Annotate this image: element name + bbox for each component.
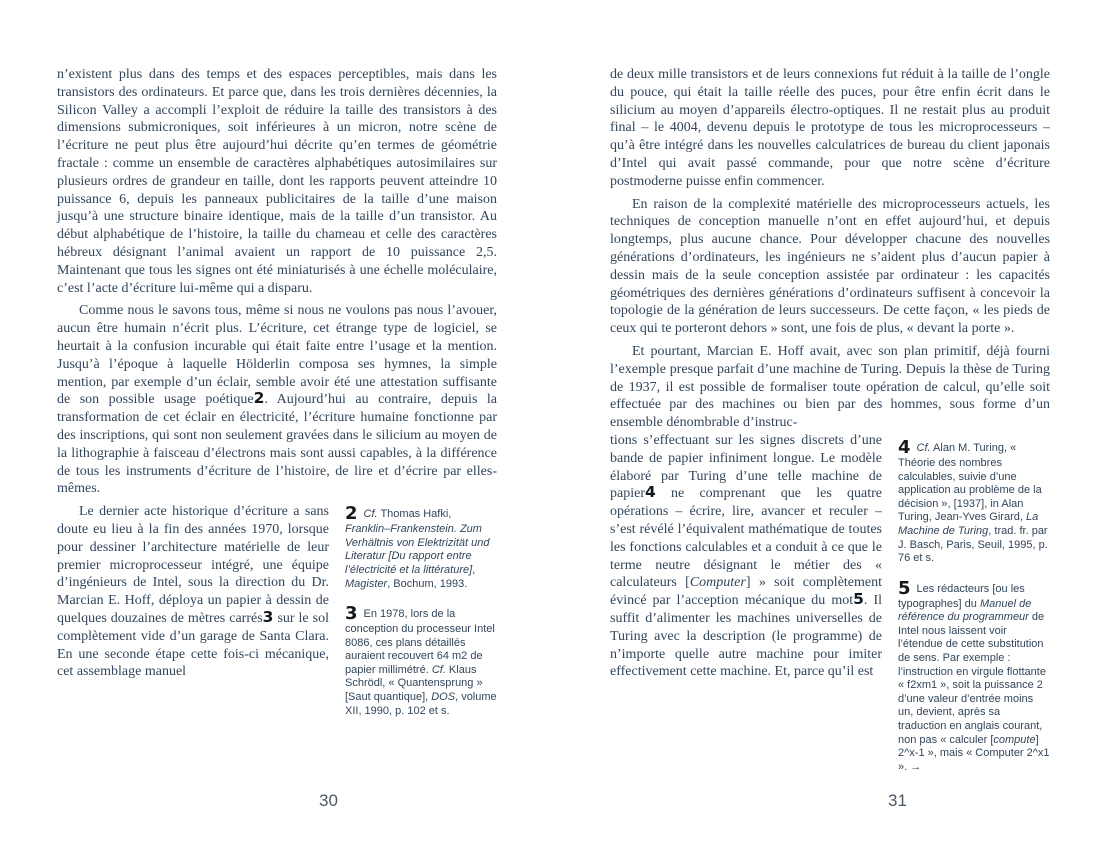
footnote-number: 4 (898, 436, 911, 458)
text-run: ] » soit complètement évincé par l’acception mécanique du mot (610, 575, 882, 609)
text-run: Alan M. Turing, « Théorie des nombres calculables, suivie d’une application au problème de la décision », [1937], in Alan Turing, Jean-Yves Girard, (898, 441, 1042, 524)
footnote-4 (898, 436, 1050, 566)
page-30-narrow-column (57, 498, 329, 681)
paragraph (610, 432, 882, 681)
page-30-footnote-column (345, 498, 497, 732)
italic-run: Computer (689, 575, 746, 591)
footnote-number: 2 (345, 503, 358, 525)
paragraph (610, 343, 1050, 432)
page-30-split-row (57, 498, 497, 732)
text-run: . Aujourd’hui au contraire, depuis la transformation de cet éclair en électricité, l’écriture humaine fonctionne par des inscriptions, qui sont non seulement gravées dans le silicium au moyen de la lithographie à faisceau d’électrons mais sont aussi capables, à la différence de tous les instruments d’écriture de l’histoire, de lire et d’écrire par elles-mêmes. (57, 392, 497, 497)
paragraph (610, 66, 1050, 191)
text-run: Thomas Hafki, (377, 508, 452, 521)
footnote-number: 5 (898, 577, 911, 599)
italic-run: compute (993, 733, 1036, 746)
footnote-2 (345, 505, 497, 591)
footnote-ref-4: 4 (644, 483, 656, 502)
italic-run: Manuel de référence du programmeur (898, 597, 1032, 624)
text-run: n’existent plus dans des temps et des espaces perceptibles, mais dans les transistors des ordinateurs. Et parce que, dans les trois dernières décennies, la Silicon Valley a accompli l’exploit de réduire la taille des transistors à des dimensions submicroniques, soit inférieures à un micron, notre scène de l’écriture ne peut plus être aujourd’hui décrite qu’en termes de géométrie fractale : comme un ensemble de caractères alphabétiques autosimilaires sur plusieurs ordres de grandeur en taille, dont les rapports peuvent atteindre 10 puissance 6, depuis les panneaux publicitaires de la taille d’une maison jusqu’à une structure binaire identique, mais de la taille d’un transistor. Au début alphabétique de l’histoire, la taille du chameau et celle des caractères hébreux désignant l’animal avaient un rapport de 10 puissance 2,5. Maintenant que tous les signes ont été miniaturisés à une échelle moléculaire, c’est l’acte d’écriture lui-même qui a disparu. (57, 67, 497, 296)
italic-run: Cf. (916, 441, 931, 454)
text-run: tions s’effectuant sur les signes discrets d’une bande de papier infiniment longue. Le modèle élaboré par Turing d’une telle machine de papier (610, 432, 882, 502)
text-run: Klaus Schrödl, « Quantensprung » [Saut quantique], (345, 663, 483, 704)
paragraph (57, 302, 497, 498)
footnote-ref-5: 5 (853, 590, 864, 609)
text-run: , (472, 563, 476, 576)
page-31-footnote-column (898, 432, 1050, 788)
text-run: , Bochum, 1993. (387, 577, 468, 590)
text-run: En 1978, lors de la conception du processeur Intel 8086, ces plans détaillés auraient recouvert 64 m2 de papier millimétré. (345, 608, 495, 676)
text-run: ne comprenant que les quatre opérations – écrire, lire, avancer et reculer – s’est révélé l’équivalent mathématique de toutes les fonctions calculables et a conduit à ce que le terme neutre désignant le métier des « calculateurs [ (610, 486, 882, 591)
text-run: En raison de la complexité matérielle des microprocesseurs actuels, les techniques de conception manuelle n’ont en effet aujourd’hui, et depuis longtemps, plus aucune chance. Pour développer chacune des nouvelles générations d’ordinateurs, les ingénieurs ne s’aident plus d’aucun papier à dessin mais de la seule conception assistée par ordinateur : les capacités géométriques des dernières générations d’ordinateurs suffisent à concevoir la topologie de la génération de leurs successeurs. De cette façon, « les pieds de ceux qui te porteront dehors » sont, une fois de plus, « devant la porte ». (610, 196, 1050, 337)
italic-run: Franklin–Frankenstein. Zum Verhältnis von Elektrizität und Literatur [Du rapport entre l’électricité et la littérature] (345, 523, 490, 576)
italic-run: Cf. (363, 508, 378, 521)
italic-run: Magister (345, 577, 388, 590)
text-run: . Il suffit d’alimenter les machines universelles de Turing avec la description (le programme) de n’importe quelle autre machine pour imiter effectivement cette machine. Et, parce qu’il est (610, 593, 882, 680)
footnote-3 (345, 605, 497, 718)
footnote-ref-3: 3 (262, 607, 274, 626)
page-31-narrow-column (610, 432, 882, 681)
text-run: Le dernier acte historique d’écriture a sans doute eu lieu à la fin des années 1970, lorsque pour dessiner l’architecture matérielle de leur premier microprocesseur intégré, une équipe d’ingénieurs de Intel, sous la direction du Dr. Marcian E. Hoff, déploya un papier à dessin de quelques douzaines de mètres carrés (57, 504, 329, 626)
text-run: sur le sol complètement vide d’un garage de Santa Clara. En une seconde étape cette fois-ci mécanique, cet assemblage manuel (57, 610, 329, 680)
text-run: de Intel nous laissent voir l’étendue de cette substitution de sens. Par exemple : l’instruction en virgule flottante « f2xm1 », soit la puissance 2 d’une valeur d’entrée moins un, devient, après sa traduction en anglais courant, non pas « calculer [ (898, 611, 1046, 746)
text-run: , volume XII, 1990, p. 102 et s. (345, 691, 497, 717)
footnote-ref-2: 2 (253, 389, 265, 408)
page-31-split-row (610, 432, 1050, 788)
footnote-5 (898, 577, 1050, 775)
page-30 (57, 66, 497, 732)
page-number-left: 30 (319, 791, 338, 810)
text-run: de deux mille transistors et de leurs connexions fut réduit à la taille de l’ongle du pouce, qui était la taille réelle des puces, pour être enfin écrit dans le silicium au moyen d’appareils électro-optiques. Il ne restait plus au produit final – le 4004, devenu depuis le prototype de tous les microprocesseurs – qu’à être intégré dans les nouvelles calculatrices de bureau du client japonais d’Intel qui avait passé commande, pour que notre scène d’écriture postmoderne puisse enfin commencer. (610, 67, 1050, 189)
text-run: Les rédacteurs [ou les typographes] du (898, 582, 1025, 610)
text-run: Comme nous le savons tous, même si nous ne voulons pas nous l’avouer, aucun être humain n’écrit plus. L’écriture, cet étrange type de logiciel, se heurtait à la confusion incurable qui était faite entre l’usage et la mention. Jusqu’à l’époque à laquelle Hölderlin composa ses hymnes, la simple mention, par exemple d’un éclair, semble avoir été une attestation suffisante de son possible usage poétique (57, 303, 497, 408)
footnote-number: 3 (345, 603, 358, 625)
italic-run: La Machine de Turing (898, 511, 1039, 537)
paragraph (57, 66, 497, 297)
page-31-main-column (610, 66, 1050, 432)
page-31 (610, 66, 1050, 788)
text-run: ] 2^x-1 », mais « Computer 2^x1 ». → (898, 733, 1050, 773)
page-30-main-column (57, 66, 497, 498)
italic-run: Cf. (431, 663, 446, 676)
paragraph (610, 196, 1050, 338)
paragraph (57, 503, 329, 681)
italic-run: DOS (431, 691, 456, 704)
text-run: Et pourtant, Marcian E. Hoff avait, avec son plan primitif, déjà fourni l’exemple presque parfait d’une machine de Turing. Depuis la thèse de Turing de 1937, il est possible de formaliser toute opération de calcul, qu’elle soit effectuée par des machines ou bien par des hommes, sous forme d’un ensemble dénombrable d’instruc- (610, 343, 1050, 431)
page-number-right: 31 (888, 791, 907, 810)
text-run: , trad. fr. par J. Basch, Paris, Seuil, 1995, p. 76 et s. (898, 524, 1048, 565)
